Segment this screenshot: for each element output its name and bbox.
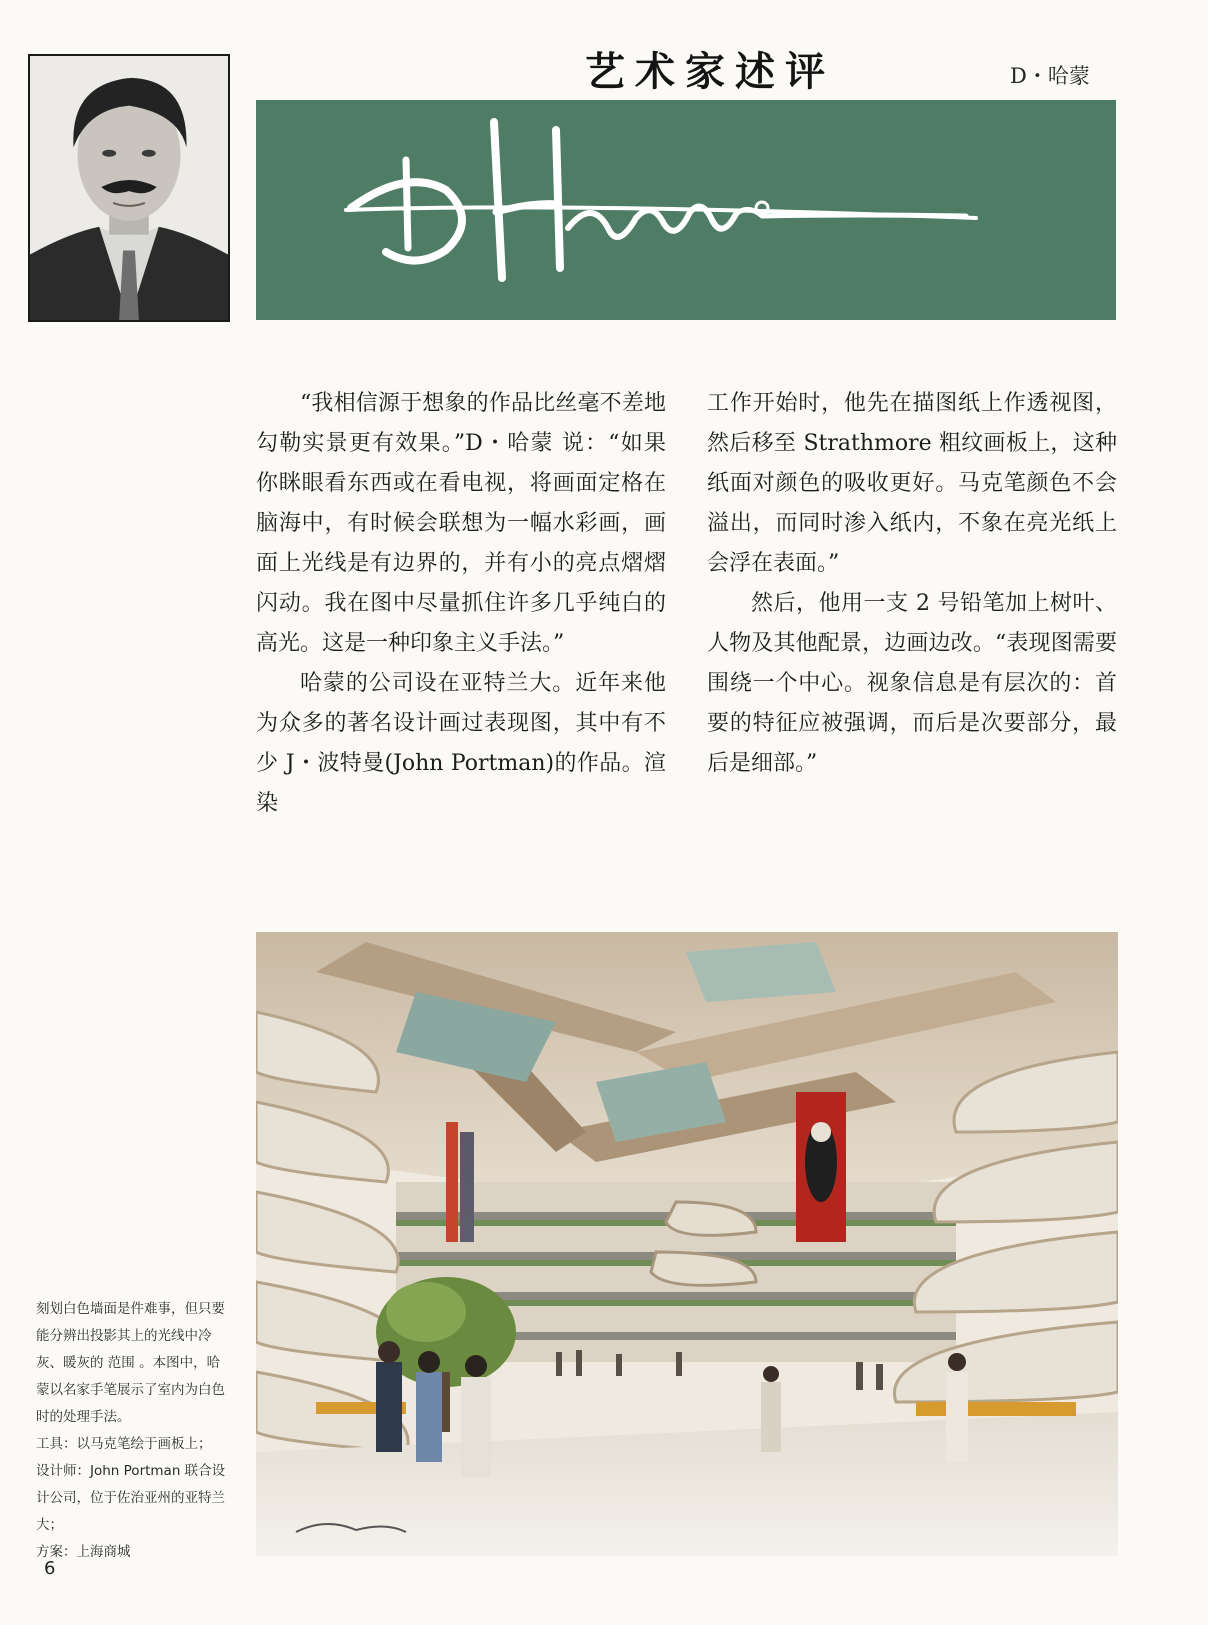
signature-banner bbox=[256, 100, 1116, 320]
caption-designer: 设计师：John Portman 联合设计公司，位于佐治亚州的亚特兰大； bbox=[36, 1463, 226, 1533]
page-title: 艺术家述评 bbox=[585, 49, 835, 95]
artist-portrait-photo bbox=[28, 54, 230, 322]
body-column-left bbox=[256, 384, 666, 824]
body-column-right bbox=[707, 384, 1117, 784]
body-paragraph: 然后，他用一支 2 号铅笔加上树叶、人物及其他配景，边画边改。“表现图需要围绕一个中心。视象信息是有层次的：首要的特征应被强调，而后是次要部分，最后是细部。” bbox=[707, 591, 1117, 776]
atrium-rendering-illustration bbox=[256, 932, 1118, 1556]
body-paragraph: 哈蒙的公司设在亚特兰大。近年来他为众多的著名设计画过表现图，其中有不少 J・波特曼(John Portman)的作品。渲染 bbox=[256, 671, 666, 816]
author-name: D・哈蒙 bbox=[1010, 64, 1090, 88]
signature-graphic bbox=[256, 100, 1116, 320]
body-paragraph: 工作开始时，他先在描图纸上作透视图，然后移至 Strathmore 粗纹画板上，这种纸面对颜色的吸收更好。马克笔颜色不会溢出，而同时渗入纸内，不象在亮光纸上会浮在表面。” bbox=[707, 391, 1117, 576]
page-number: 6 bbox=[44, 1558, 56, 1579]
figure-caption bbox=[36, 1296, 228, 1566]
caption-tools: 工具：以马克笔绘于画板上； bbox=[36, 1436, 212, 1452]
caption-project: 方案：上海商城 bbox=[36, 1544, 131, 1560]
caption-description: 刻划白色墙面是件难事，但只要能分辨出投影其上的光线中冷灰、暖灰的 范围 。本图中，哈蒙以名家手笔展示了室内为白色时的处理手法。 bbox=[36, 1301, 225, 1425]
body-paragraph: “我相信源于想象的作品比丝毫不差地勾勒实景更有效果。”D・哈蒙 说：“如果你眯眼看东西或在看电视，将画面定格在脑海中，有时候会联想为一幅水彩画，画面上光线是有边界的，并有小的亮点熠熠闪动。我在图中尽量抓住许多几乎纯白的高光。这是一种印象主义手法。” bbox=[256, 391, 666, 656]
